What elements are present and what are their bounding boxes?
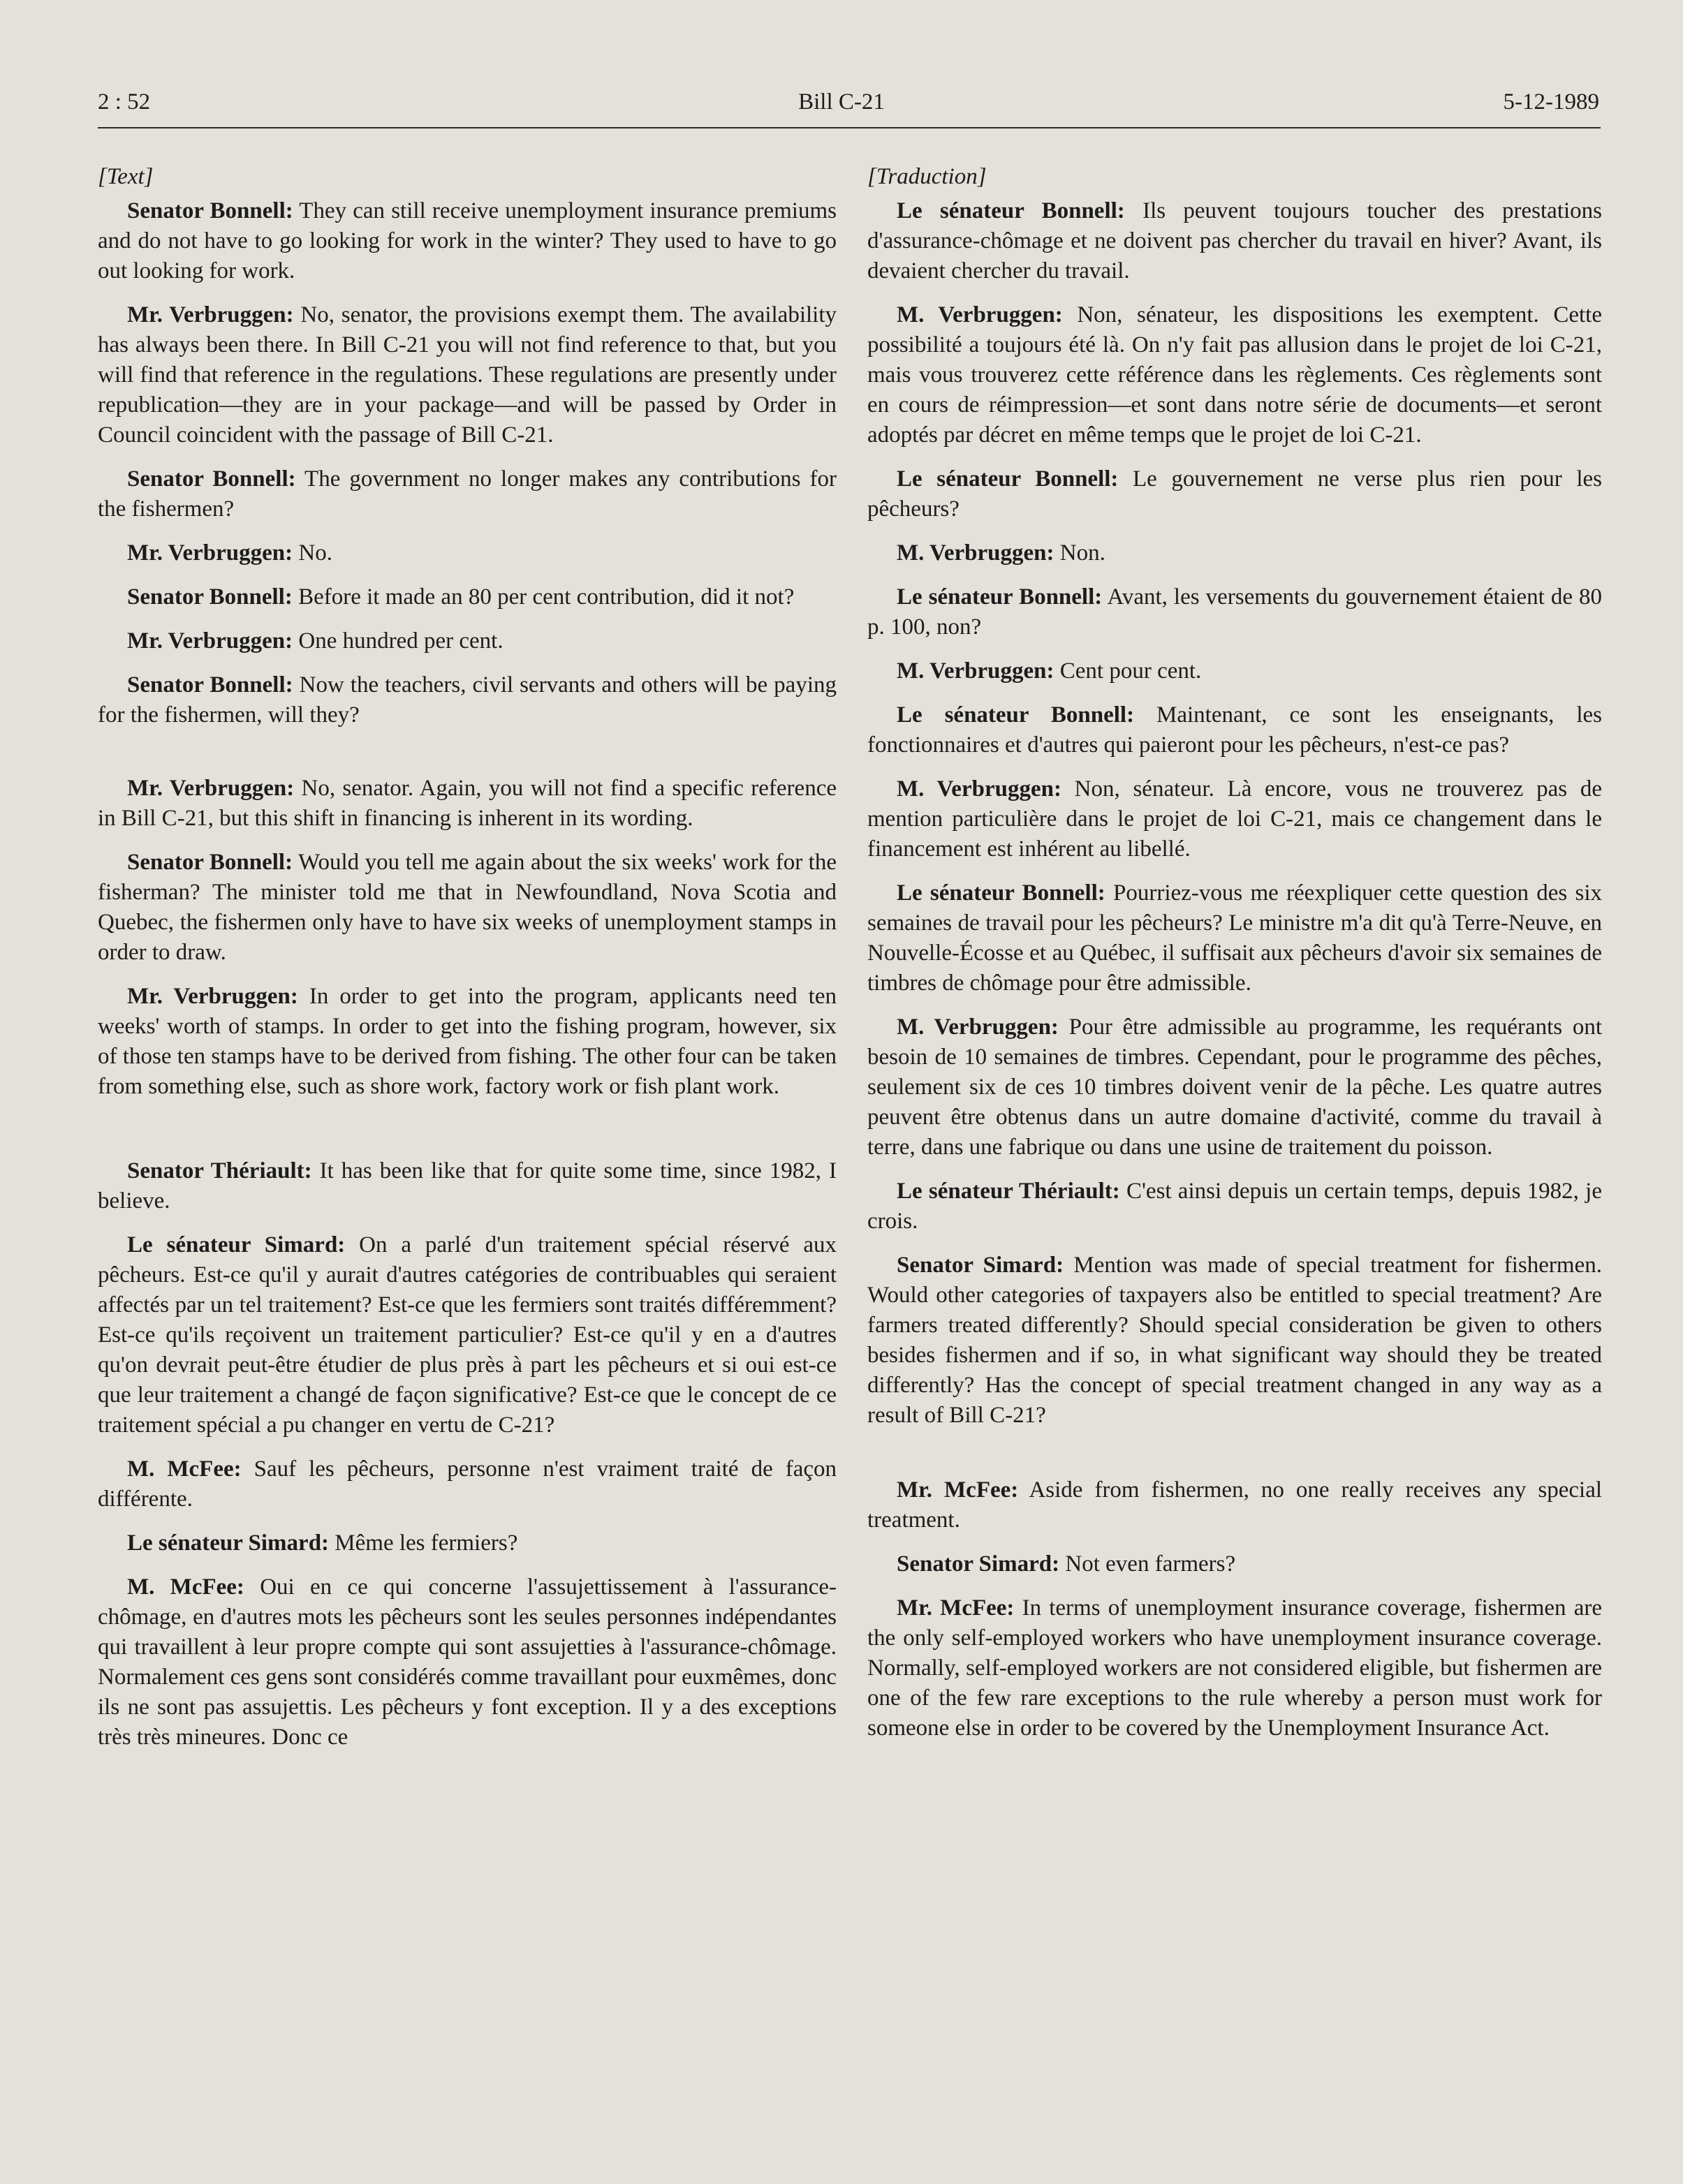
page-number: 2 : 52 [98,89,151,115]
speech-paragraph [867,1475,1602,1535]
speaker-name: Le sénateur Bonnell: [897,702,1135,728]
speech-paragraph [98,1230,837,1440]
speech-paragraph [867,774,1602,864]
speech-paragraph [98,1572,837,1753]
speaker-name: Mr. Verbruggen: [127,540,293,566]
speech-text: Not even farmers? [1059,1551,1236,1577]
speech-text: One hundred per cent. [293,628,504,654]
speech-paragraph [867,656,1602,686]
speech-paragraph [98,582,837,612]
speech-text: Before it made an 80 per cent contribution, did it not? [292,584,795,610]
speech-text: Pourriez-vous me réexpliquer cette question des six semaines de travail pour les pêcheurs? Le ministre m'a dit qu'à Terre-Neuve, en Nouvelle-Écosse et au Québec, il suffisait aux pêcheurs d'avoir six semaines de timbres de chômage pour être admissible. [867,880,1602,996]
french-column [867,162,1602,1757]
header-rule [98,127,1601,128]
speech-text: They can still receive unemployment insurance premiums and do not have to go looking for work in the winter? They used to have to go out looking for work. [98,198,837,283]
speech-paragraph [867,1176,1602,1237]
speech-text: In order to get into the program, applicants need ten weeks' worth of stamps. In order to get into the fishing program, however, six of those ten stamps have to be derived from fishing. The other four can be taken from something else, such as shore work, factory work or fish plant work. [98,984,837,1099]
speaker-name: Le sénateur Thériault: [897,1179,1120,1204]
speech-text: Ils peuvent toujours toucher des prestations d'assurance-chômage et ne doivent pas chercher du travail en hiver? Avant, ils devaient chercher du travail. [867,198,1603,283]
speech-text: Maintenant, ce sont les enseignants, les fonctionnaires et d'autres qui paieront pour les pêcheurs, n'est-ce pas? [867,702,1602,758]
speaker-name: M. Verbruggen: [897,776,1061,802]
language-bracket: [ [98,164,107,189]
speech-text: It has been like that for quite some time, since 1982, I believe. [98,1158,837,1213]
speaker-name: Mr. Verbruggen: [127,776,295,801]
speech-paragraph [867,300,1602,450]
speaker-name: Mr. McFee: [897,1477,1019,1503]
speech-text: Le gouvernement ne verse plus rien pour les pêcheurs? [867,466,1602,522]
speech-paragraph [867,1593,1602,1743]
speech-text: Oui en ce qui concerne l'assujettissement à l'assurance- chômage, en d'autres mots les pêcheurs sont les seules personnes indépendantes qui travaillent à leur propre compte qui sont assujetties à l'assurance-chômage. Normalement ces gens sont considérés comme travaillant pour euxmêmes, donc ils ne sont pas assujettis. Les pêcheurs y font exception. Il y a des exceptions très très mineures. Donc ce [98,1574,837,1750]
speech-paragraph [867,700,1602,760]
speaker-name: Le sénateur Simard: [127,1530,330,1556]
speaker-name: M. McFee: [127,1574,244,1600]
speech-text: The government no longer makes any contributions for the fishermen? [98,466,837,522]
speech-text: Même les fermiers? [329,1530,518,1556]
english-column [98,162,837,1766]
speaker-name: M. McFee: [127,1456,242,1482]
speech-paragraph [867,582,1602,642]
language-label [98,162,837,192]
speech-text: Would you tell me again about the six weeks' work for the fisherman? The minister told me that in Newfoundland, Nova Scotia and Quebec, the fishermen only have to have six weeks of unemployment stamps in order to draw. [98,850,837,965]
speaker-name: Senator Simard: [897,1253,1064,1278]
speech-text: In terms of unemployment insurance coverage, fishermen are the only self-employed workers who have unemployment insurance coverage. Normally, self-employed workers are not considered eligible, but fishermen are one of the few rare exceptions to the rule whereby a person must work for someone else in order to be covered by the Unemployment Insurance Act. [867,1595,1603,1741]
speech-paragraph [98,848,837,968]
speech-text: Non. [1054,540,1105,566]
speech-paragraph [98,626,837,656]
sitting-date: 5-12-1989 [1503,89,1599,115]
speaker-name: Senator Bonnell: [127,584,293,610]
language-label-text: Text [106,164,145,189]
language-label-text: Traduction [876,164,978,189]
speech-text: Pour être admissible au programme, les requérants ont besoin de 10 semaines de timbres. Cependant, pour le programme des pêches, seulement six de ces 10 timbres doivent venir de la pêche. Les quatre autres peuvent être obtenus dans un autre domaine d'activité, comme du travail à terre, dans une fabrique ou dans une usine de traitement du poisson. [867,1014,1602,1160]
speech-text: Non, sénateur. Là encore, vous ne trouverez pas de mention particulière dans le projet de loi C-21, mais ce changement dans le financement est inhérent au libellé. [867,776,1602,862]
speech-text: No, senator. Again, you will not find a specific reference in Bill C-21, but this shift in financing is inherent in its wording. [98,776,837,831]
speaker-name: Le sénateur Bonnell: [897,198,1125,223]
speaker-name: Mr. Verbruggen: [127,628,293,654]
running-title: Bill C-21 [798,89,885,115]
speech-paragraph [98,464,837,524]
speaker-name: Senator Simard: [897,1551,1060,1577]
speech-text: No, senator, the provisions exempt them. The availability has always been there. In Bill C-21 you will not find reference to that, but you will find that reference in the regulations. These regulations are presently under republication—they are in your package—and will be passed by Order in Council coincident with the passage of Bill C-21. [98,302,837,448]
speaker-name: Le sénateur Bonnell: [897,466,1119,492]
language-bracket: [ [867,164,876,189]
speaker-name: Le sénateur Bonnell: [897,880,1105,906]
speech-paragraph [98,774,837,834]
speech-paragraph [867,196,1602,286]
language-bracket: ] [977,164,987,189]
speech-paragraph [98,538,837,568]
speech-text: Mention was made of special treatment for fishermen. Would other categories of taxpayers also be entitled to special treatment? Are farmers treated differently? Should special consideration be given to others besides fishermen and if so, in what significant way should they be treated differently? Has the concept of special treatment changed in any way as a result of Bill C-21? [867,1253,1602,1428]
speech-paragraph [867,1549,1602,1579]
speaker-name: Senator Bonnell: [127,198,293,223]
speech-text: No. [293,540,332,566]
speaker-name: Mr. McFee: [897,1595,1015,1621]
speaker-name: M. Verbruggen: [897,302,1063,327]
speaker-name: Senator Thériault: [127,1158,312,1183]
speech-paragraph [98,1528,837,1558]
speech-paragraph [98,982,837,1102]
speech-paragraph [98,196,837,286]
language-bracket: ] [144,164,154,189]
speaker-name: Senator Bonnell: [127,850,293,875]
speech-text: C'est ainsi depuis un certain temps, depuis 1982, je crois. [867,1179,1602,1234]
language-label [867,162,1602,192]
speaker-name: Senator Bonnell: [127,466,296,492]
speech-paragraph [867,1250,1602,1431]
speech-paragraph [98,670,837,730]
speech-paragraph [98,300,837,450]
speaker-name: Le sénateur Bonnell: [897,584,1103,610]
speaker-name: M. Verbruggen: [897,540,1054,566]
speech-paragraph [867,464,1602,524]
speaker-name: Mr. Verbruggen: [127,984,298,1009]
speech-text: On a parlé d'un traitement spécial réservé aux pêcheurs. Est-ce qu'il y aurait d'autres catégories de contribuables qui seraient affectés par un tel traitement? Est-ce que les fermiers sont traités différemment? Est-ce qu'ils reçoivent un traitement particulier? Est-ce qu'il y en a d'autres qu'on devrait peut-être étudier de plus près à part les pêcheurs et si oui est-ce que leur traitement a changé de façon significative? Est-ce que le concept de ce traitement spécial a pu changer en vertu de C-21? [98,1232,837,1438]
speech-paragraph [867,1012,1602,1163]
speech-paragraph [98,1156,837,1216]
speech-text: Cent pour cent. [1054,658,1202,684]
speech-paragraph [98,1454,837,1514]
speaker-name: Le sénateur Simard: [127,1232,346,1257]
speaker-name: Mr. Verbruggen: [127,302,294,327]
speech-text: Non, sénateur, les dispositions les exemptent. Cette possibilité a toujours été là. On n'y fait pas allusion dans le projet de loi C-21, mais vous trouverez cette référence dans les règlements. Ces règlements sont en cours de réimpression—et sont dans notre série de documents—et seront adoptés par décret en même temps que le projet de loi C-21. [867,302,1602,448]
speech-text: Aside from fishermen, no one really receives any special treatment. [867,1477,1603,1533]
speech-text: Now the teachers, civil servants and others will be paying for the fishermen, will they? [98,672,837,728]
speech-text: Avant, les versements du gouvernement étaient de 80 p. 100, non? [867,584,1602,640]
speaker-name: M. Verbruggen: [897,1014,1059,1040]
speaker-name: Senator Bonnell: [127,672,293,698]
speaker-name: M. Verbruggen: [897,658,1054,684]
speech-paragraph [867,538,1602,568]
speech-text: Sauf les pêcheurs, personne n'est vraiment traité de façon différente. [98,1456,837,1512]
speech-paragraph [867,878,1602,998]
